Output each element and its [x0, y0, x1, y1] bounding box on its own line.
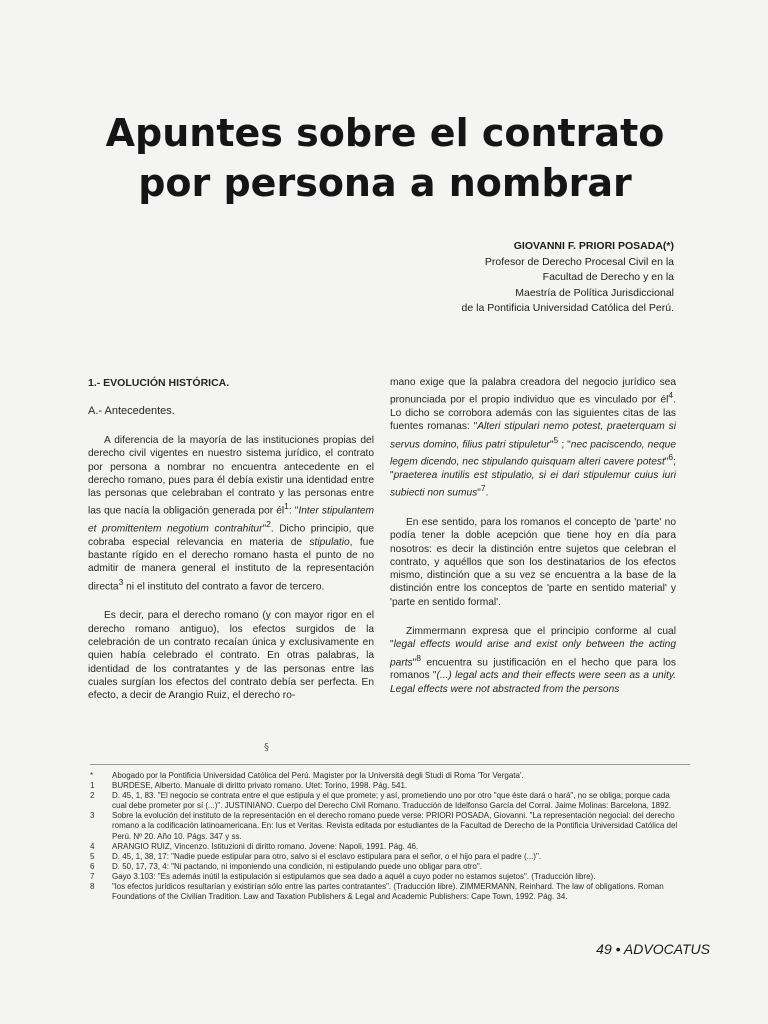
footnote-text: "los efectos jurídicos resultarían y existirían sólo entre las partes contratantes". (Traducción libre). ZIMMERMANN, Reinhard. The law of obligations. Roman Foundations of the Civilian Tradition. Law and Taxation Publishers & Legal and Academic Publishers: Cape Town, 1992. Pág. 34.	[112, 882, 664, 902]
article-title	[60, 108, 710, 208]
footnote-text: D. 45, 1, 38, 17: "Nadie puede estipular para otro, salvo si el esclavo estipulara para el señor, o el hijo para el padre (...)".	[112, 851, 542, 861]
title-line-2: por persona a nombrar	[138, 161, 632, 205]
author-block	[462, 239, 674, 317]
body-paragraph: A diferencia de la mayoría de las instituciones propias del derecho civil vigentes en nuestro sistema jurídico, el contrato por persona a nombrar no encuentra antecedente en el derecho romano, pues para él debía existir una identidad entre las personas que celebraban el contrato y las personas entre las que nacía la obligación generada por $él^1$: "Inter stipulantem et promittentem negotium contrahitur"$^2$. Dicho principio, que cobraba especial relevancia en materia de stipulatio, fue bastante rígido en el derecho romano hasta el punto de no admitir de manera general el instituto de la representación directa$^3$ ni el instituto del contrato a favor de tercero.	[88, 435, 375, 593]
body-paragraph: mano exige que la palabra creadora del negocio jurídico sea pronunciada por el propio individuo que es vinculado por $él^4$. Lo dicho se corrobora además con las siguientes citas de las fuentes romanas: "Alteri stipulari nemo potest, praeterquam si servus domino, filius patri stipuletur"$^5$ ; "nec paciscendo, neque legem dicendo, nec stipulando quisquam alteri cavere potest"$^6$; "praeterea inutilis est stipulatio, si ei dari stipulemur cuius iuri subiecti non sumus"$^7$.	[390, 377, 676, 499]
footnote	[90, 862, 684, 872]
body-paragraph: En ese sentido, para los romanos el concepto de 'parte' no podía tener la doble acepción que tiene hoy en día para nosotros: es decir la distinción entre sujetos que celebran el contrato, y aquéllos que son los destinatarios de los efectos mismo, distinción que a su vez se encuentra a la base de la distinción entre los conceptos de 'parte en sentido material' y 'parte en sentido formal'.	[390, 516, 676, 608]
footnote	[90, 882, 684, 902]
footnote-text: D. 45, 1, 83. "El negocio se contrata entre el que estipula y el que promete; y así, prometiendo uno por otro "que éste dará o hará", no se obliga; porque cada cual debe prometer por sí (...)". JUSTINIANO. Cuerpo del Derecho Civil Romano. Traducción de Idelfonso García del Corral. Jaime Molinas: Barcelona, 1892.	[112, 791, 672, 811]
footnote-number: 6	[90, 861, 95, 871]
footnote-text: Abogado por la Pontificia Universidad Católica del Perú. Magister por la Università degli Studi di Roma 'Tor Vergata'.	[112, 771, 524, 780]
left-column	[88, 376, 374, 703]
footnote-number: 3	[90, 811, 95, 821]
author-name: GIOVANNI F. PRIORI POSADA(*)	[513, 240, 674, 252]
footnote-number: 4	[90, 841, 95, 851]
footnote-number: *	[90, 771, 94, 780]
title-line-1: Apuntes sobre el contrato	[105, 111, 665, 155]
footnote-text: Sobre la evolución del instituto de la representación en el derecho romano puede verse: PRIORI POSADA, Giovanni. "La representación negocial: del derecho romano a la codificación latinoamericana. En: Ius et Veritas. Revista editada por estudiantes de la Facultad de Derecho de la Pontificia Universidad Católica del Perú. Nº 20. Año 10. Págs. 347 y ss.	[112, 811, 678, 841]
body-paragraph: Zimmermann expresa que el principio conforme al cual "legal effects would arise and exist only between the acting parts"$^8$ encuentra su justificación en el hecho que para los romanos "(...) legal acts and their effects were seen as a unity. Legal effects were not abstracted from the persons	[390, 626, 676, 695]
footnote	[90, 781, 684, 791]
stray-mark: §	[264, 742, 269, 753]
footnote-ref: 1	[284, 501, 289, 512]
footnote	[90, 791, 684, 811]
subsection-heading: A.- Antecedentes.	[88, 405, 175, 417]
section-heading: 1.- EVOLUCIÓN HISTÓRICA.	[88, 377, 230, 389]
footnote	[90, 771, 684, 781]
footnote	[90, 811, 684, 841]
footnotes	[90, 771, 684, 902]
footnote-text: BURDESE, Alberto. Manuale di diritto privato romano. Utet: Torino, 1998. Pág. 541.	[112, 781, 408, 791]
author-affiliation-line: Profesor de Derecho Procesal Civil en la	[484, 255, 674, 268]
footnote-ref: 3	[118, 576, 124, 587]
footnote-divider	[90, 764, 690, 765]
footnote-ref: 6	[668, 452, 674, 463]
body-paragraph: Es decir, para el derecho romano (y con mayor rigor en el derecho romano antiguo), los efectos surgidos de la celebración de un contrato recaían única y exclusivamente en quien había celebrado el contrato. En otras palabras, la identidad de los contratantes y de las personas entre las cuales surgían los efectos del contrato debía ser perfecta. En efecto, a decir de Arangio Ruiz, el derecho ro-	[88, 610, 374, 702]
footnote-ref: 5	[553, 434, 559, 445]
footnote-text: D. 50, 17, 73, 4: "Ni pactando, ni imponiendo una condición, ni estipulando puede uno obligar para otro".	[112, 861, 482, 871]
footnote-ref: 8	[416, 652, 422, 663]
right-column	[390, 376, 676, 696]
footnote-ref: 2	[266, 519, 271, 530]
footnote	[90, 852, 684, 862]
footnote	[90, 842, 684, 852]
author-affiliation-line: de la Pontificia Universidad Católica del Perú.	[461, 302, 674, 314]
author-affiliation-line: Facultad de Derecho y en la	[542, 271, 674, 283]
footnote-number: 7	[90, 871, 95, 881]
footnote-ref: 4	[668, 390, 674, 401]
author-affiliation-line: Maestría de Política Jurisdiccional	[515, 286, 674, 299]
footnote-number: 5	[90, 851, 95, 861]
footnote-number: 1	[90, 781, 95, 791]
footnote-text: Gayo 3.103: "Es además inútil la estipulación si estipulamos que sea dado a aquél a cuyo poder no estamos sujetos". (Traducción libre).	[112, 871, 596, 881]
page-footer: 49 • ADVOCATUS	[596, 941, 710, 957]
footnote-ref: 7	[480, 483, 486, 494]
footnote	[90, 872, 684, 882]
footnote-text: ARANGIO RUIZ, Vincenzo. Istituzioni di diritto romano. Jovene: Napoli, 1991. Pág. 46.	[112, 841, 419, 851]
footnote-number: 8	[90, 882, 95, 892]
footnote-number: 2	[90, 791, 95, 801]
